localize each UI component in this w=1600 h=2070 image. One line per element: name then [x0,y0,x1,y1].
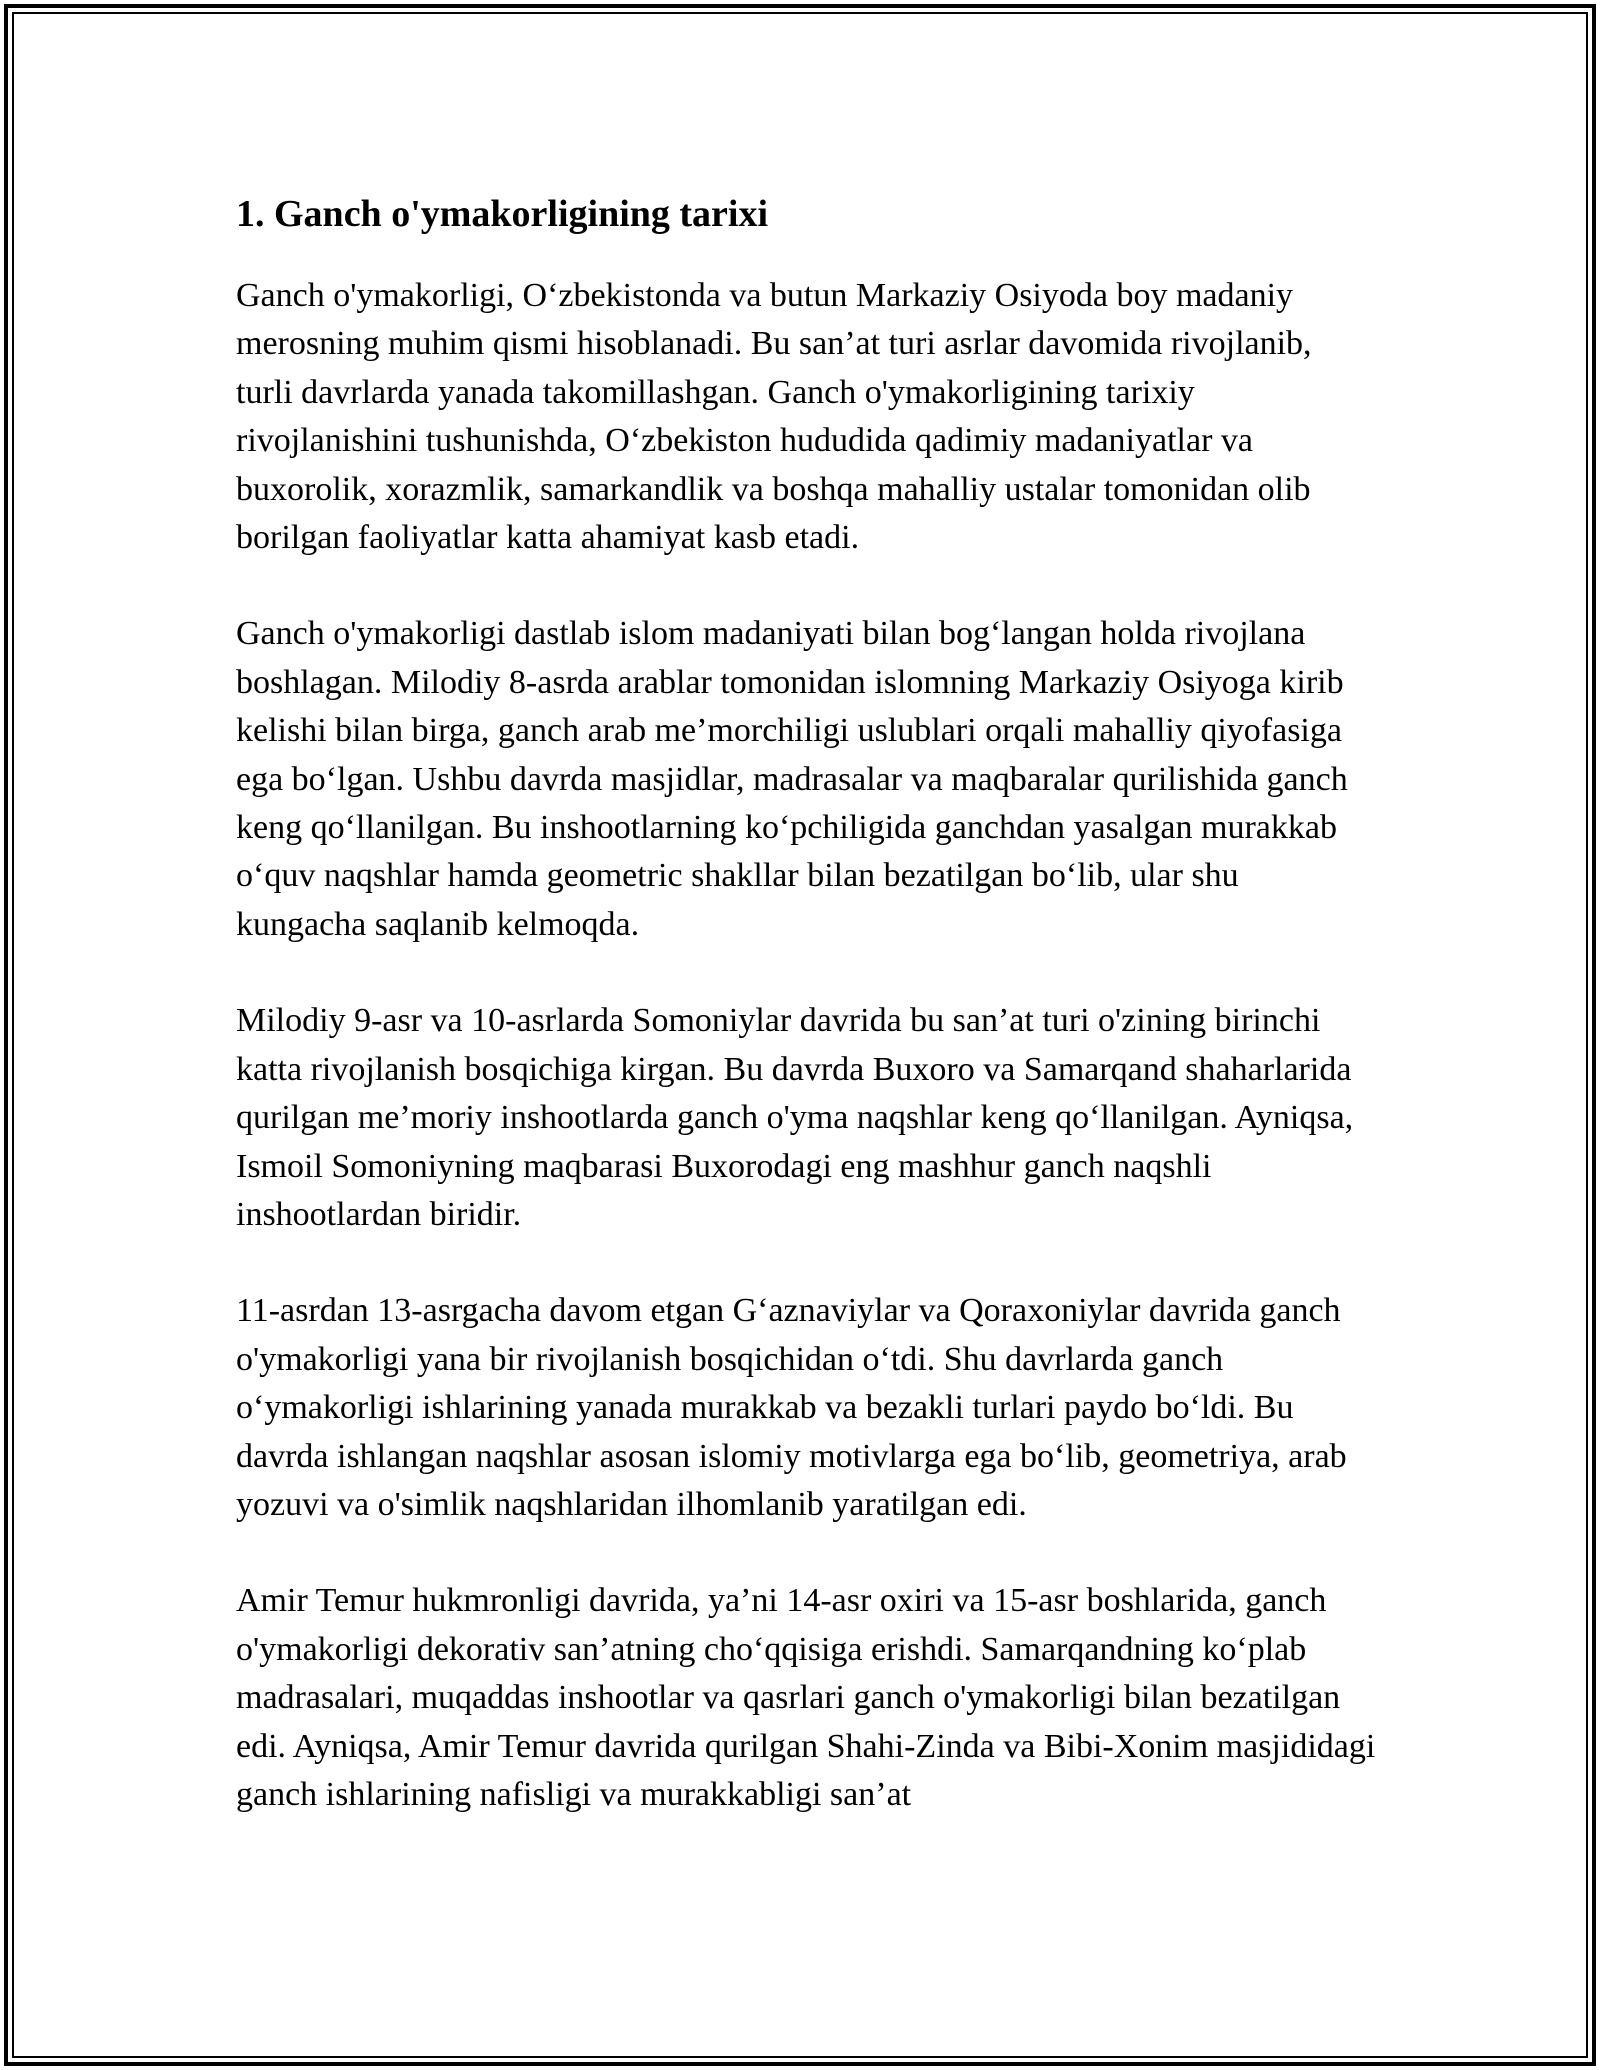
paragraph-3: Milodiy 9-asr va 10-asrlarda Somoniylar davrida bu san’at turi o'zining birinchi katta rivojlanish bosqichiga kirgan. Bu davrda Buxoro va Samarqand shaharlarida qurilgan me’moriy inshootlarda ganch o'yma naqshlar keng qo‘llanilgan. Ayniqsa, Ismoil Somoniyning maqbarasi Buxorodagi eng mashhur ganch naqshli inshootlardan biridir. [236,1002,1354,1233]
paragraph-5: Amir Temur hukmronligi davrida, ya’ni 14-asr oxiri va 15-asr boshlarida, ganch o'ymakorligi dekorativ san’atning cho‘qqisiga erishdi. Samarqandning ko‘plab madrasalari, muqaddas inshootlar va qasrlari ganch o'ymakorligi bilan bezatilgan edi. Ayniqsa, Amir Temur davrida qurilgan Shahi-Zinda va Bibi-Xonim masjididagi ganch ishlarining nafisligi va murakkabligi san’at [236,1582,1376,1813]
document-body [236,186,1376,1867]
paragraph-4: 11-asrdan 13-asrgacha davom etgan G‘aznaviylar va Qoraxoniylar davrida ganch o'ymakorligi yana bir rivojlanish bosqichidan o‘tdi. Shu davrlarda ganch o‘ymakorligi ishlarining yanada murakkab va bezakli turlari paydo bo‘ldi. Bu davrda ishlangan naqshlar asosan islomiy motivlarga ega bo‘lib, geometriya, arab yozuvi va o'simlik naqshlaridan ilhomlanib yaratilgan edi. [236,1292,1347,1523]
section-heading: 1. Ganch o'ymakorligining tarixi [236,193,769,235]
paragraph-2: Ganch o'ymakorligi dastlab islom madaniyati bilan bog‘langan holda rivojlana boshlagan. Milodiy 8-asrda arablar tomonidan islomning Markaziy Osiyoga kirib kelishi bilan birga, ganch arab me’morchiligi uslublari orqali mahalliy qiyofasiga ega bo‘lgan. Ushbu davrda masjidlar, madrasalar va maqbaralar qurilishida ganch keng qo‘llanilgan. Bu inshootlarning ko‘pchiligida ganchdan yasalgan murakkab o‘quv naqshlar hamda geometric shakllar bilan bezatilgan bo‘lib, ular shu kungacha saqlanib kelmoqda. [236,615,1348,943]
paragraph-1: Ganch o'ymakorligi, O‘zbekistonda va butun Markaziy Osiyoda boy madaniy merosning muhim qismi hisoblanadi. Bu san’at turi asrlar davomida rivojlanib, turli davrlarda yanada takomillashgan. Ganch o'ymakorligining tarixiy rivojlanishini tushunishda, O‘zbekiston hududida qadimiy madaniyatlar va buxorolik, xorazmlik, samarkandlik va boshqa mahalliy ustalar tomonidan olib borilgan faoliyatlar katta ahamiyat kasb etadi. [236,277,1312,557]
